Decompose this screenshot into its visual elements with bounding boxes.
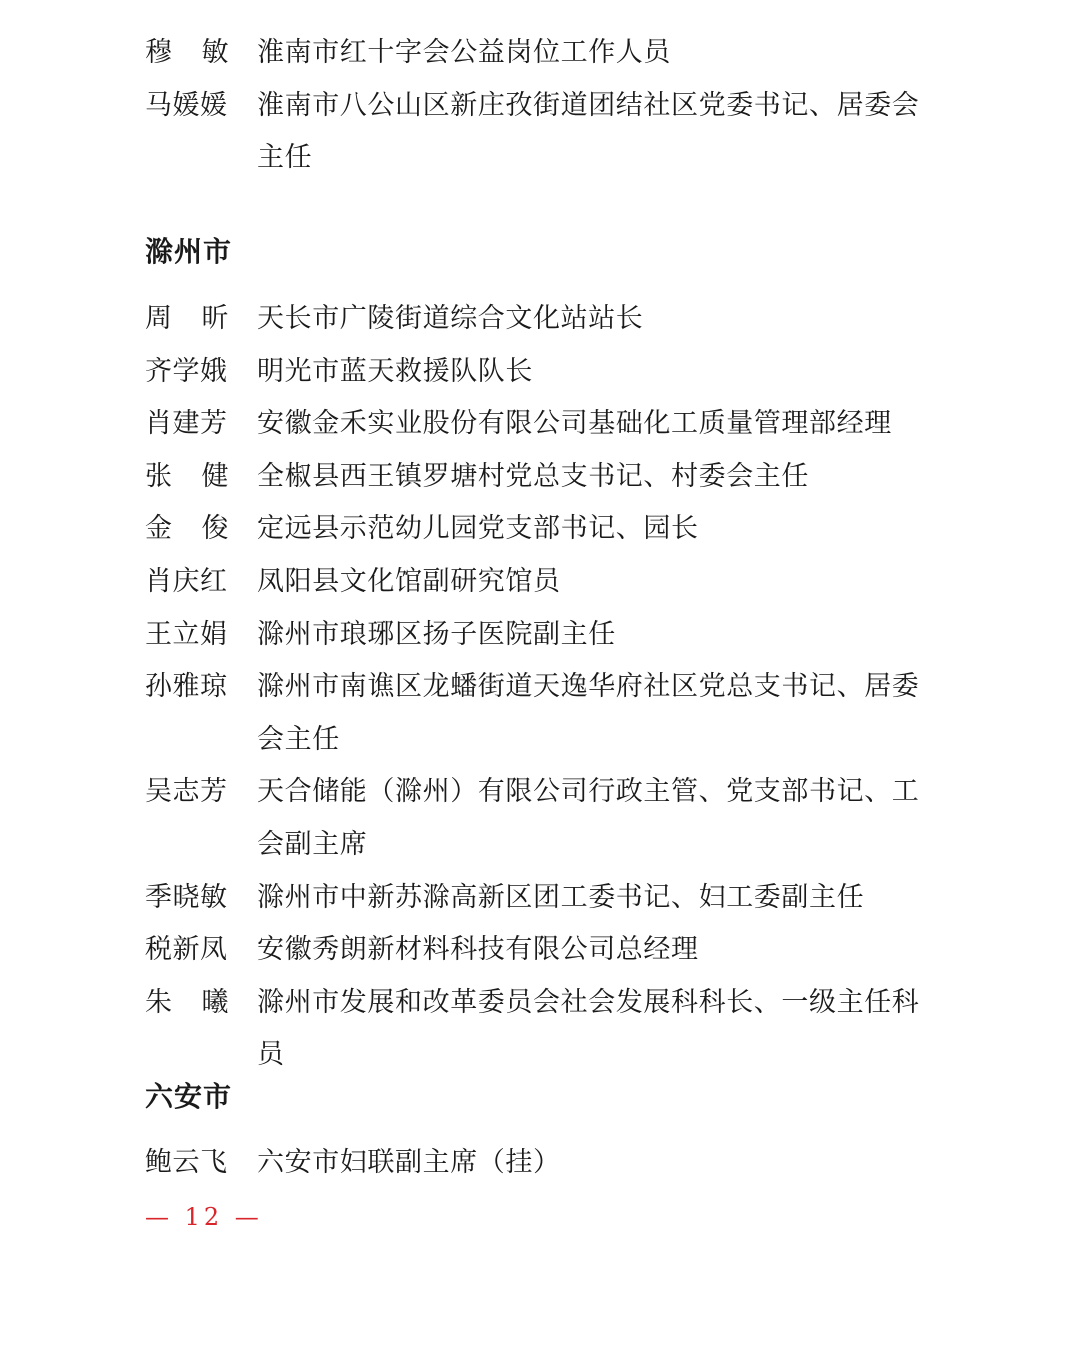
person-name: 张 健 (145, 460, 229, 492)
person-name: 朱 曦 (145, 986, 229, 1018)
person-title: 全椒县西王镇罗塘村党总支书记、村委会主任 (257, 460, 809, 492)
list-item (145, 346, 945, 399)
person-name: 税新凤 (145, 934, 228, 966)
person-name: 齐学娥 (145, 355, 228, 387)
person-name: 穆 敏 (145, 37, 229, 68)
person-name: 肖建芳 (145, 408, 228, 440)
list-item (145, 398, 945, 451)
list-item (145, 27, 945, 80)
person-title: 滁州市南谯区龙蟠街道天逸华府社区党总支书记、居委会主任 (257, 671, 920, 755)
section-heading-chuzhou: 滁州市 (145, 235, 233, 268)
person-title: 安徽金禾实业股份有限公司基础化工质量管理部经理 (257, 408, 892, 440)
person-title: 淮南市红十字会公益岗位工作人员 (257, 37, 671, 68)
person-title: 安徽秀朗新材料科技有限公司总经理 (257, 934, 699, 966)
list-item (145, 924, 945, 977)
person-name: 周 昕 (145, 303, 229, 334)
person-title: 淮南市八公山区新庄孜街道团结社区党委书记、居委会主任 (257, 89, 920, 174)
section-heading-luan: 六安市 (145, 1080, 233, 1113)
huainan-list (145, 27, 945, 185)
list-item (145, 1137, 945, 1190)
list-item (145, 451, 945, 504)
person-title: 凤阳县文化馆副研究馆员 (257, 565, 561, 597)
person-title: 天长市广陵街道综合文化站站长 (257, 303, 644, 334)
list-item (145, 80, 945, 185)
person-title: 六安市妇联副主席（挂） (257, 1147, 561, 1178)
chuzhou-list (145, 293, 945, 1082)
person-title: 滁州市琅琊区扬子医院副主任 (257, 618, 616, 650)
list-item (145, 977, 945, 1082)
list-item (145, 503, 945, 556)
list-item (145, 556, 945, 609)
person-name: 马媛媛 (145, 89, 228, 121)
list-item (145, 293, 945, 346)
person-name: 王立娟 (145, 618, 228, 650)
person-title: 明光市蓝天救援队队长 (257, 355, 533, 387)
person-title: 天合储能（滁州）有限公司行政主管、党支部书记、工会副主席 (257, 776, 920, 860)
person-name: 吴志芳 (145, 776, 228, 808)
list-item (145, 661, 945, 766)
person-title: 滁州市中新苏滁高新区团工委书记、妇工委副主任 (257, 881, 865, 913)
list-item (145, 872, 945, 925)
person-title: 定远县示范幼儿园党支部书记、园长 (257, 513, 699, 545)
person-title: 滁州市发展和改革委员会社会发展科科长、一级主任科员 (257, 986, 920, 1071)
person-name: 金 俊 (145, 513, 229, 545)
list-item (145, 609, 945, 662)
person-name: 季晓敏 (145, 881, 228, 913)
list-item (145, 766, 945, 871)
luan-list (145, 1137, 945, 1190)
person-name: 鲍云飞 (145, 1147, 228, 1178)
person-name: 孙雅琼 (145, 671, 228, 703)
page-number: — 12 — (145, 1203, 263, 1231)
person-name: 肖庆红 (145, 565, 228, 597)
